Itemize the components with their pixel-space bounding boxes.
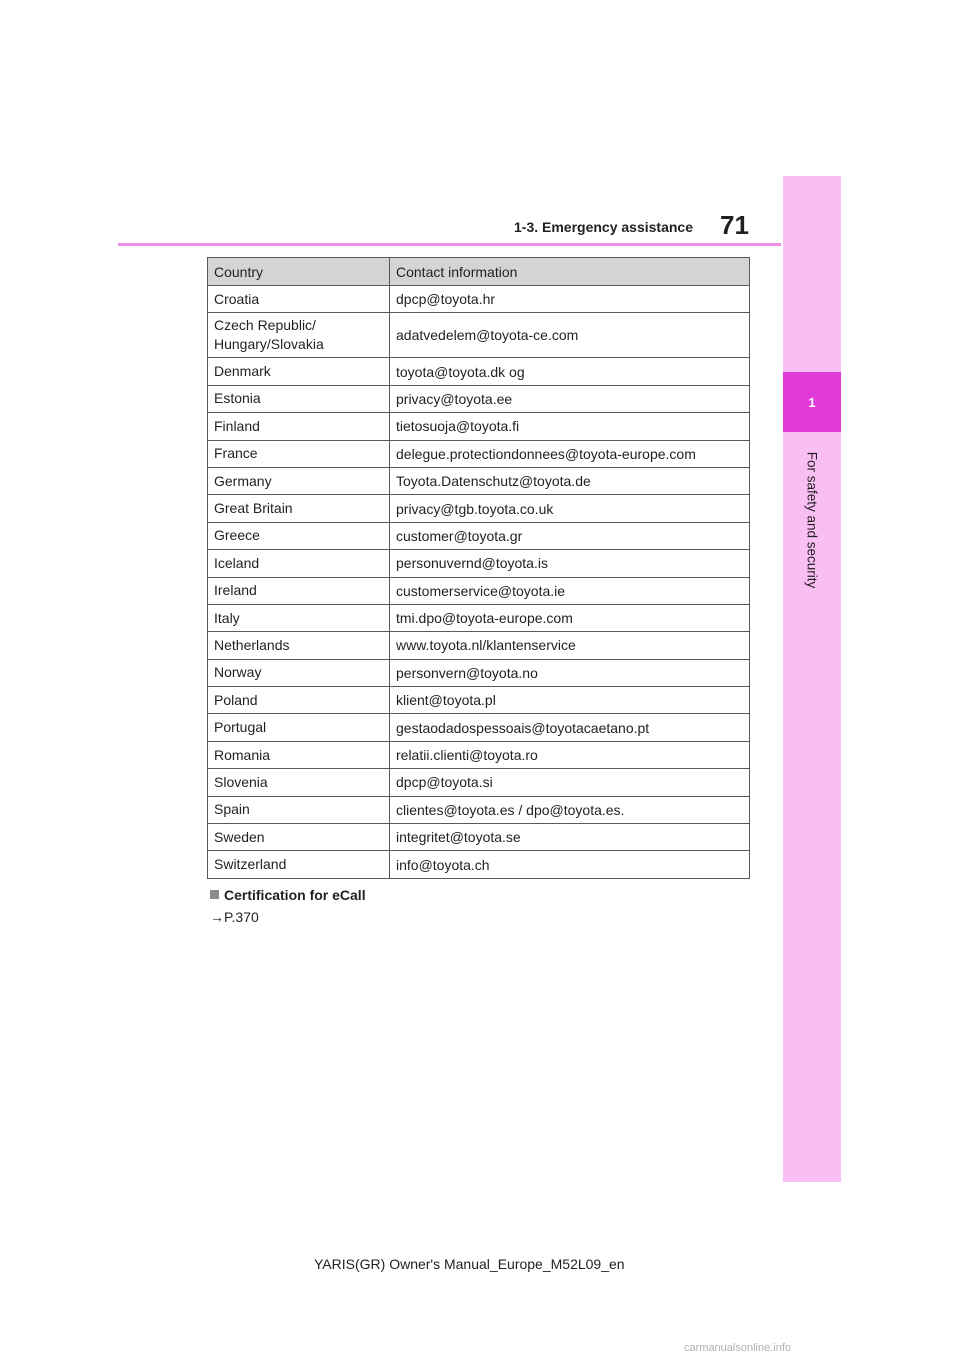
country-cell: Sweden [208, 824, 390, 851]
country-cell: Estonia [208, 385, 390, 412]
country-cell: Denmark [208, 358, 390, 385]
country-cell: Switzerland [208, 851, 390, 878]
contact-cell: klient@toyota.pl [390, 687, 750, 714]
table-row [208, 550, 750, 577]
contact-cell: www.toyota.nl/klantenservice [390, 632, 750, 659]
country-cell [208, 313, 390, 358]
manual-footer: YARIS(GR) Owner's Manual_Europe_M52L09_en [314, 1256, 625, 1272]
contact-cell: adatvedelem@toyota-ce.com [390, 313, 750, 358]
site-watermark: carmanualsonline.info [684, 1342, 792, 1354]
chapter-number-box: 1 [783, 372, 841, 432]
table-row [208, 741, 750, 768]
certification-heading [210, 887, 366, 903]
country-cell: Spain [208, 796, 390, 823]
table-row [208, 440, 750, 467]
table-row [208, 632, 750, 659]
page-number: 71 [720, 210, 749, 240]
table-row [208, 313, 750, 358]
contact-cell: info@toyota.ch [390, 851, 750, 878]
contact-cell: Toyota.Datenschutz@toyota.de [390, 467, 750, 494]
table-row [208, 286, 750, 313]
contact-cell: personvern@toyota.no [390, 659, 750, 686]
contact-cell: privacy@tgb.toyota.co.uk [390, 495, 750, 522]
country-cell: Finland [208, 413, 390, 440]
contact-cell: tmi.dpo@toyota-europe.com [390, 604, 750, 631]
table-row [208, 522, 750, 549]
table-row [208, 687, 750, 714]
table-row [208, 796, 750, 823]
certification-heading-text: Certification for eCall [224, 887, 366, 903]
contact-cell: delegue.protectiondonnees@toyota-europe.com [390, 440, 750, 467]
contact-table [207, 257, 750, 879]
header-rule [118, 243, 781, 246]
country-cell: Ireland [208, 577, 390, 604]
contact-cell: privacy@toyota.ee [390, 385, 750, 412]
section-title: 1-3. Emergency assistance [514, 219, 693, 235]
table-row [208, 385, 750, 412]
contact-cell: integritet@toyota.se [390, 824, 750, 851]
country-cell: France [208, 440, 390, 467]
contact-cell: relatii.clienti@toyota.ro [390, 741, 750, 768]
country-cell: Norway [208, 659, 390, 686]
table-row [208, 467, 750, 494]
table-row [208, 851, 750, 878]
country-cell: Greece [208, 522, 390, 549]
country-cell-line-2: Hungary/Slovakia [214, 336, 324, 353]
contact-cell: dpcp@toyota.si [390, 769, 750, 796]
column-header-contact: Contact information [390, 258, 750, 286]
country-cell: Netherlands [208, 632, 390, 659]
contact-cell: toyota@toyota.dk og [390, 358, 750, 385]
table-row [208, 659, 750, 686]
contact-cell: customer@toyota.gr [390, 522, 750, 549]
contact-cell: gestaodadospessoais@toyotacaetano.pt [390, 714, 750, 741]
table-row [208, 577, 750, 604]
table-row [208, 769, 750, 796]
country-cell: Slovenia [208, 769, 390, 796]
contact-cell: personuvernd@toyota.is [390, 550, 750, 577]
table-row [208, 413, 750, 440]
country-cell: Italy [208, 604, 390, 631]
contact-cell: customerservice@toyota.ie [390, 577, 750, 604]
page-reference-link[interactable]: →P.370 [210, 909, 259, 925]
square-bullet-icon [210, 890, 219, 899]
contact-cell: tietosuoja@toyota.fi [390, 413, 750, 440]
country-cell: Great Britain [208, 495, 390, 522]
country-cell: Iceland [208, 550, 390, 577]
contact-cell: dpcp@toyota.hr [390, 286, 750, 313]
table-row [208, 604, 750, 631]
country-cell: Portugal [208, 714, 390, 741]
column-header-country: Country [208, 258, 390, 286]
chapter-label: For safety and security [804, 451, 820, 589]
country-cell-line-1: Czech Republic/ [214, 317, 316, 334]
country-cell: Germany [208, 467, 390, 494]
table-row [208, 714, 750, 741]
table-row [208, 495, 750, 522]
country-cell: Poland [208, 687, 390, 714]
table-header-row [208, 258, 750, 286]
contact-cell: clientes@toyota.es / dpo@toyota.es. [390, 796, 750, 823]
table-row [208, 358, 750, 385]
table-row [208, 824, 750, 851]
country-cell: Croatia [208, 286, 390, 313]
chapter-side-tab [783, 176, 841, 1182]
country-cell: Romania [208, 741, 390, 768]
